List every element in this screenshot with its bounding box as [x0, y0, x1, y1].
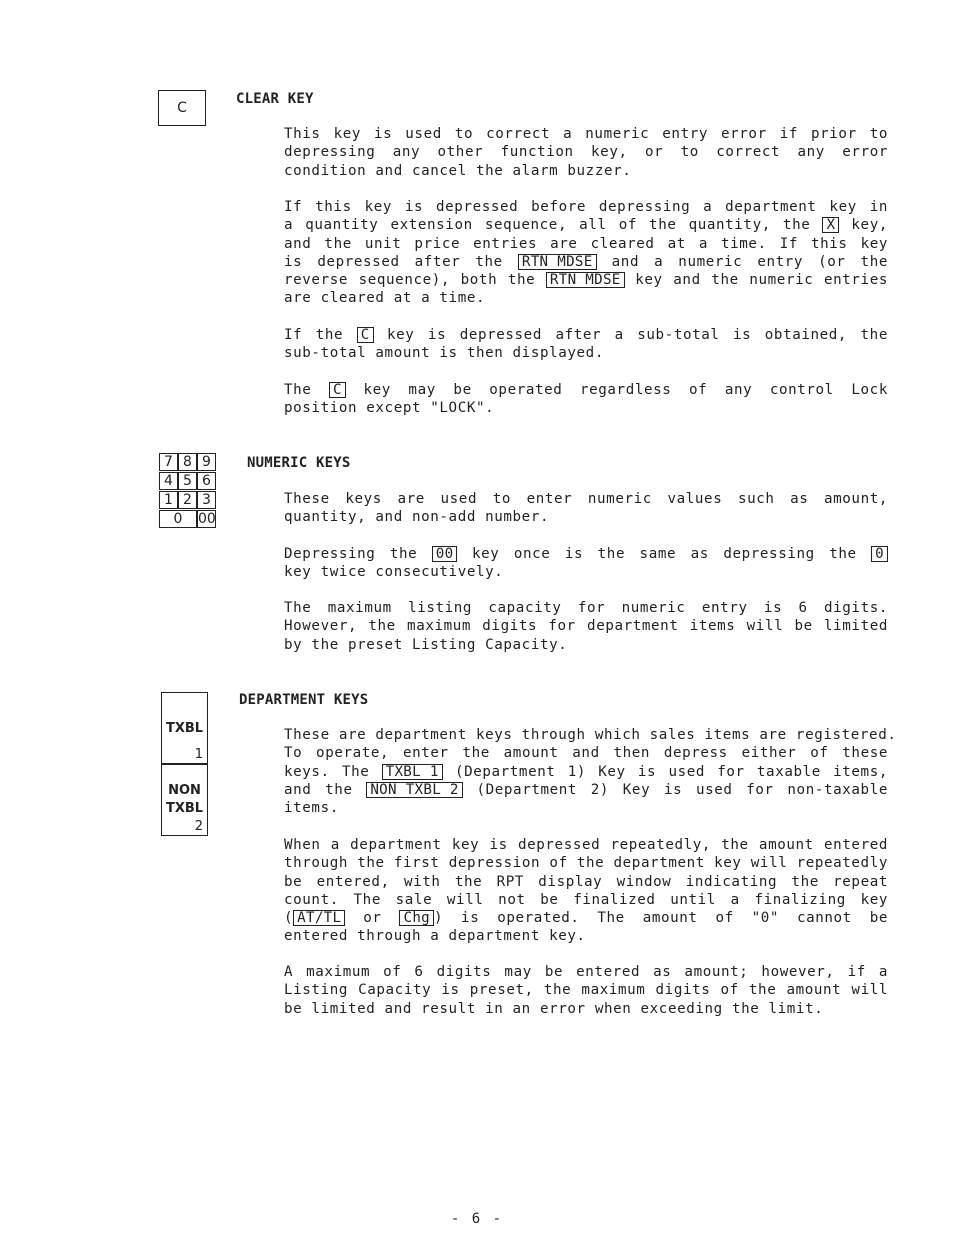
page-number: - 6 -	[450, 1211, 504, 1227]
c-key-ref: C	[357, 327, 374, 343]
non-txbl-2-key-ref: NON TXBL 2	[366, 782, 462, 798]
0-key-ref: 0	[871, 546, 888, 562]
c-key-ref: C	[329, 382, 346, 398]
rtn-mdse-key-ref: RTN MDSE	[546, 272, 625, 288]
key-3: 3	[197, 491, 216, 509]
clear-paragraph-3: If the C key is depressed after a sub-total is obtained, the sub-total amount is then displayed.	[284, 327, 888, 362]
clear-paragraph-4: The C key may be operated regardless of any control Lock position except "LOCK".	[284, 382, 888, 417]
key-00: 00	[198, 511, 216, 527]
numeric-keypad-icon	[159, 453, 217, 529]
key-6: 6	[197, 472, 216, 490]
txbl-key-icon: TXBL 1	[161, 692, 208, 764]
chg-key-ref: Chg	[399, 910, 434, 926]
department-paragraph-2: When a department key is depressed repeatedly, the amount entered through the first depression of the department key will repeatedly be entered, with the RPT display window indicating the repeat count. The sale will not be finalized until a finalizing key ( AT/TL or Chg ) is operated. The amount of "0" cannot be entered through a department key.	[284, 837, 888, 945]
key-5: 5	[178, 472, 197, 490]
numeric-paragraph-1: These keys are used to enter numeric values such as amount, quantity, and non-add number.	[284, 491, 888, 526]
department-paragraph-1: These are department keys through which sales items are registered. To operate, enter the amount and then depress either of these keys. The TXBL 1 (Department 1) Key is used for taxable items, and the NON TXBL 2 (Department 2) Key is used for non-taxable items.	[284, 727, 897, 817]
key-2: 2	[178, 491, 197, 509]
x-key-ref: X	[822, 217, 839, 233]
rtn-mdse-key-ref: RTN MDSE	[518, 254, 597, 270]
clear-paragraph-1: This key is used to correct a numeric entry error if prior to depressing any other function key, or to correct any error condition and cancel the alarm buzzer.	[284, 126, 888, 179]
numeric-paragraph-3: The maximum listing capacity for numeric entry is 6 digits. However, the maximum digits for department items will be limited by the preset Listing Capacity.	[284, 600, 888, 653]
clear-paragraph-2: If this key is depressed before depressing a department key in a quantity extension sequence, all of the quantity, the X key, and the unit price entries are cleared at a time. If this key is depressed after the RTN MDSE and a numeric entry (or the reverse sequence), both the RTN MDSE key and the numeric entries are cleared at a time.	[284, 199, 888, 307]
clear-key-heading: CLEAR KEY	[236, 91, 314, 107]
non-txbl-key-icon: NON TXBL 2	[161, 764, 208, 836]
at-tl-key-ref: AT/TL	[293, 910, 345, 926]
clear-key-icon: C	[158, 90, 206, 126]
numeric-paragraph-2: Depressing the 00 key once is the same as depressing the 0 key twice consecutively.	[284, 545, 888, 582]
numeric-keys-heading: NUMERIC KEYS	[247, 455, 351, 471]
00-key-ref: 00	[432, 546, 458, 562]
key-9: 9	[197, 453, 216, 471]
key-4: 4	[159, 472, 178, 490]
key-7: 7	[159, 453, 178, 471]
key-1: 1	[159, 491, 178, 509]
txbl-1-key-ref: TXBL 1	[382, 764, 443, 780]
key-8: 8	[178, 453, 197, 471]
key-0: 0	[159, 510, 197, 528]
department-paragraph-3: A maximum of 6 digits may be entered as amount; however, if a Listing Capacity is preset, the maximum digits of the amount will be limited and result in an error when exceeding the limit.	[284, 964, 888, 1017]
department-keys-heading: DEPARTMENT KEYS	[239, 692, 369, 708]
